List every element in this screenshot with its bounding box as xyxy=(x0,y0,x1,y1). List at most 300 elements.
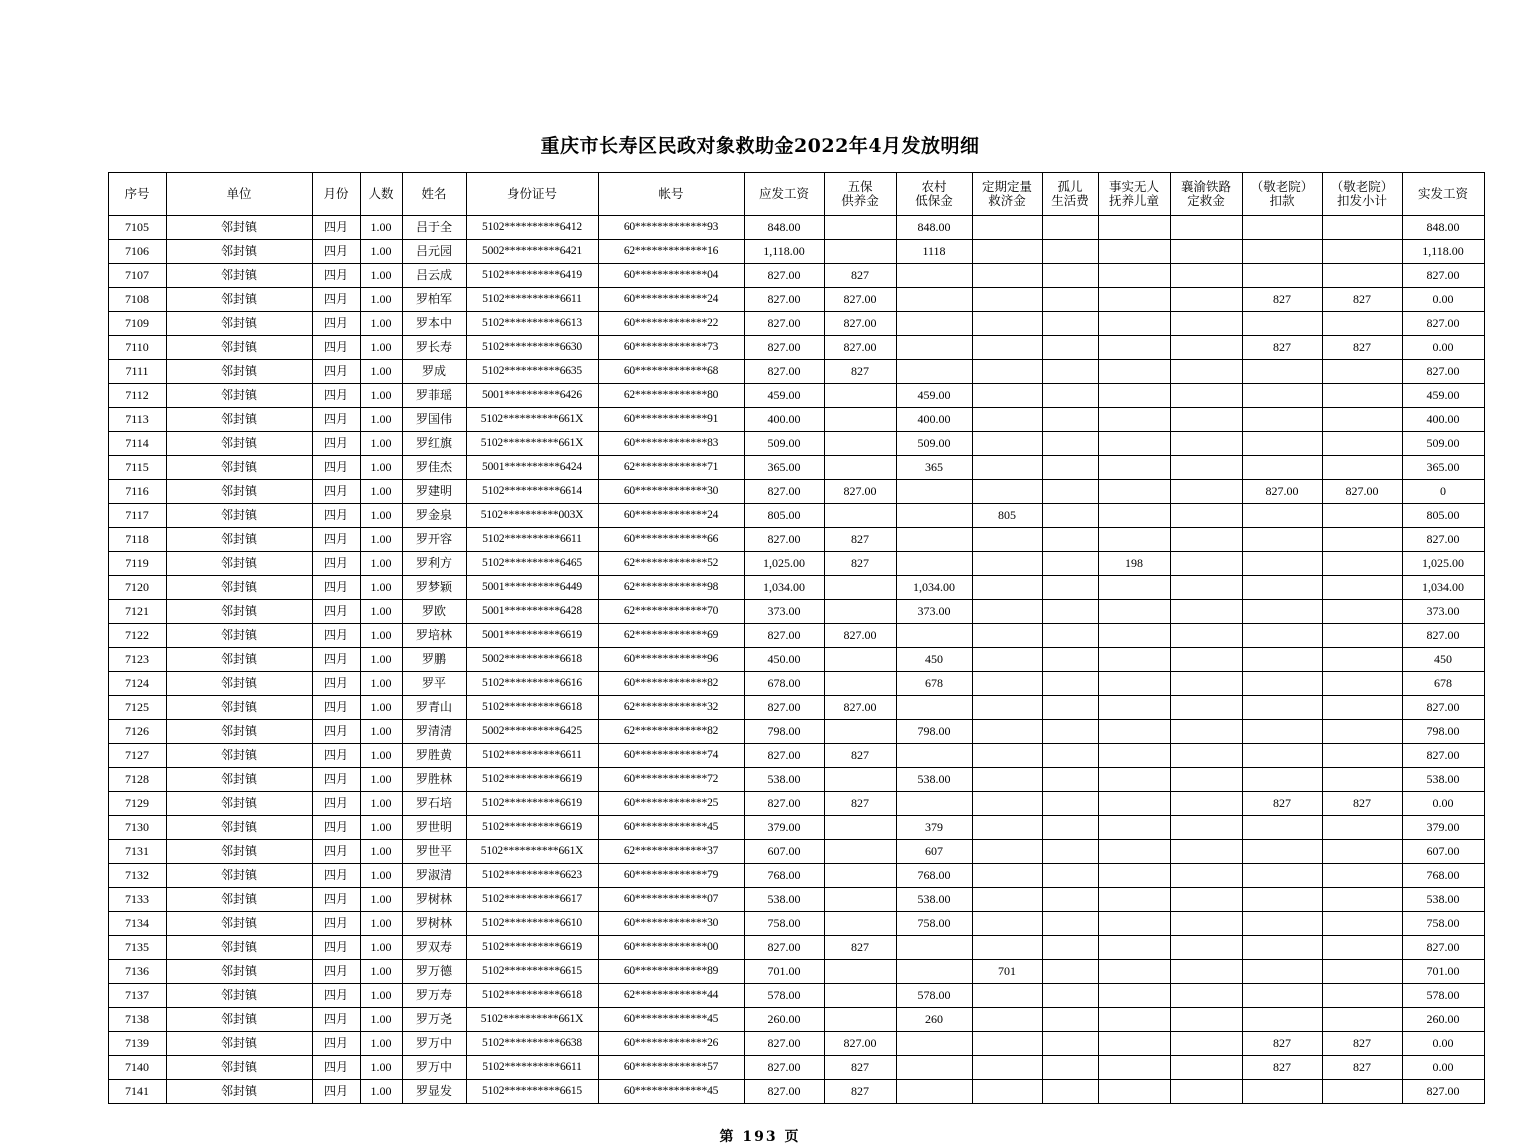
column-header-line: 事实无人 xyxy=(1108,179,1159,194)
table-cell: 509.00 xyxy=(896,432,972,456)
table-cell: 459.00 xyxy=(896,384,972,408)
table-cell: 7130 xyxy=(108,816,166,840)
table-cell: 827 xyxy=(824,264,896,288)
table-cell: 60*************45 xyxy=(598,1080,744,1104)
table-cell xyxy=(1042,1056,1098,1080)
table-cell: 758.00 xyxy=(1402,912,1484,936)
table-cell xyxy=(896,624,972,648)
table-cell: 373.00 xyxy=(744,600,824,624)
table-cell: 7126 xyxy=(108,720,166,744)
table-cell xyxy=(896,480,972,504)
table-row xyxy=(108,600,1484,624)
table-cell xyxy=(1170,624,1242,648)
table-row xyxy=(108,456,1484,480)
table-cell: 罗显发 xyxy=(402,1080,466,1104)
table-cell xyxy=(1098,600,1170,624)
table-cell xyxy=(1098,384,1170,408)
table-cell xyxy=(1170,744,1242,768)
table-cell xyxy=(1170,840,1242,864)
table-row xyxy=(108,792,1484,816)
table-cell: 罗树林 xyxy=(402,912,466,936)
table-cell xyxy=(824,456,896,480)
table-cell xyxy=(1242,984,1322,1008)
table-cell: 7105 xyxy=(108,216,166,240)
table-cell xyxy=(896,360,972,384)
column-header-line: 序号 xyxy=(124,186,150,201)
table-cell: 701.00 xyxy=(1402,960,1484,984)
table-cell xyxy=(1322,720,1402,744)
table-cell: 60*************26 xyxy=(598,1032,744,1056)
table-cell: 7114 xyxy=(108,432,166,456)
table-cell: 678.00 xyxy=(744,672,824,696)
table-cell: 四月 xyxy=(312,1080,360,1104)
table-cell xyxy=(1042,432,1098,456)
table-cell: 1.00 xyxy=(360,768,402,792)
table-cell xyxy=(1242,504,1322,528)
table-cell: 邻封镇 xyxy=(166,840,312,864)
table-cell: 邻封镇 xyxy=(166,744,312,768)
table-cell xyxy=(972,864,1042,888)
table-cell: 60*************89 xyxy=(598,960,744,984)
table-cell: 邻封镇 xyxy=(166,576,312,600)
table-cell xyxy=(824,408,896,432)
column-header-line: （敬老院） xyxy=(1330,179,1394,194)
table-cell xyxy=(1322,744,1402,768)
table-cell xyxy=(1098,936,1170,960)
table-cell: 60*************66 xyxy=(598,528,744,552)
table-cell xyxy=(1098,504,1170,528)
table-cell: 邻封镇 xyxy=(166,624,312,648)
table-cell: 7133 xyxy=(108,888,166,912)
table-cell xyxy=(896,960,972,984)
table-cell: 538.00 xyxy=(896,888,972,912)
table-cell xyxy=(896,312,972,336)
table-cell: 400.00 xyxy=(896,408,972,432)
table-cell: 1.00 xyxy=(360,984,402,1008)
table-cell: 827 xyxy=(824,792,896,816)
table-cell: 邻封镇 xyxy=(166,696,312,720)
table-cell xyxy=(896,744,972,768)
table-cell xyxy=(1098,240,1170,264)
table-cell: 5102**********6630 xyxy=(466,336,598,360)
table-cell: 827.00 xyxy=(824,312,896,336)
table-cell xyxy=(1098,216,1170,240)
table-cell: 827.00 xyxy=(1402,1080,1484,1104)
table-cell: 1.00 xyxy=(360,624,402,648)
table-cell: 5102**********6619 xyxy=(466,792,598,816)
table-cell xyxy=(1170,888,1242,912)
table-cell xyxy=(896,336,972,360)
table-cell xyxy=(1042,240,1098,264)
column-header-15 xyxy=(1322,173,1402,216)
table-cell: 邻封镇 xyxy=(166,1008,312,1032)
table-cell: 260.00 xyxy=(744,1008,824,1032)
table-cell: 805.00 xyxy=(744,504,824,528)
table-cell: 768.00 xyxy=(1402,864,1484,888)
table-cell: 450.00 xyxy=(744,648,824,672)
table-cell xyxy=(1042,528,1098,552)
table-cell: 邻封镇 xyxy=(166,960,312,984)
table-cell: 827 xyxy=(1322,288,1402,312)
table-cell: 罗欧 xyxy=(402,600,466,624)
table-cell xyxy=(1042,960,1098,984)
table-cell xyxy=(972,648,1042,672)
table-cell: 1,118.00 xyxy=(1402,240,1484,264)
table-cell: 四月 xyxy=(312,1032,360,1056)
column-header-9 xyxy=(896,173,972,216)
column-header-8 xyxy=(824,173,896,216)
table-cell: 四月 xyxy=(312,480,360,504)
table-cell: 365 xyxy=(896,456,972,480)
table-cell: 1,034.00 xyxy=(744,576,824,600)
table-cell xyxy=(1242,864,1322,888)
table-cell: 四月 xyxy=(312,624,360,648)
table-cell: 邻封镇 xyxy=(166,312,312,336)
table-cell: 四月 xyxy=(312,648,360,672)
table-cell: 827.00 xyxy=(824,288,896,312)
table-cell: 四月 xyxy=(312,408,360,432)
table-cell: 罗万中 xyxy=(402,1032,466,1056)
table-cell xyxy=(1170,384,1242,408)
table-cell xyxy=(1242,672,1322,696)
table-cell: 罗淑清 xyxy=(402,864,466,888)
table-cell: 60*************45 xyxy=(598,816,744,840)
table-row xyxy=(108,1080,1484,1104)
table-cell xyxy=(972,1080,1042,1104)
table-cell xyxy=(1170,816,1242,840)
table-cell: 吕云成 xyxy=(402,264,466,288)
table-cell: 1.00 xyxy=(360,432,402,456)
table-cell: 5102**********6611 xyxy=(466,744,598,768)
table-cell: 379.00 xyxy=(1402,816,1484,840)
table-cell: 罗佳杰 xyxy=(402,456,466,480)
table-cell: 5102**********661X xyxy=(466,840,598,864)
table-cell: 邻封镇 xyxy=(166,504,312,528)
table-cell xyxy=(1170,240,1242,264)
table-cell: 5102**********6623 xyxy=(466,864,598,888)
table-cell: 538.00 xyxy=(744,888,824,912)
table-cell: 1.00 xyxy=(360,456,402,480)
table-cell xyxy=(1322,864,1402,888)
table-cell: 罗菲瑶 xyxy=(402,384,466,408)
table-cell: 7122 xyxy=(108,624,166,648)
table-cell: 7121 xyxy=(108,600,166,624)
table-cell: 罗国伟 xyxy=(402,408,466,432)
table-cell xyxy=(1042,504,1098,528)
table-cell: 罗万尧 xyxy=(402,1008,466,1032)
table-cell: 7109 xyxy=(108,312,166,336)
table-cell xyxy=(1242,1080,1322,1104)
table-cell xyxy=(1042,864,1098,888)
table-cell xyxy=(1170,408,1242,432)
table-row xyxy=(108,384,1484,408)
table-cell xyxy=(1098,840,1170,864)
table-cell: 1.00 xyxy=(360,792,402,816)
table-cell: 7127 xyxy=(108,744,166,768)
table-cell: 四月 xyxy=(312,288,360,312)
table-cell: 罗万寿 xyxy=(402,984,466,1008)
table-cell: 60*************07 xyxy=(598,888,744,912)
table-cell: 5102**********6611 xyxy=(466,1056,598,1080)
table-cell xyxy=(1322,840,1402,864)
table-cell xyxy=(1242,576,1322,600)
table-row xyxy=(108,720,1484,744)
table-cell: 1.00 xyxy=(360,480,402,504)
table-cell: 827.00 xyxy=(744,264,824,288)
table-cell: 60*************74 xyxy=(598,744,744,768)
table-cell: 848.00 xyxy=(744,216,824,240)
table-cell: 5102**********6638 xyxy=(466,1032,598,1056)
table-cell: 450 xyxy=(896,648,972,672)
table-cell xyxy=(896,504,972,528)
table-cell xyxy=(1322,888,1402,912)
table-cell xyxy=(896,264,972,288)
table-cell: 邻封镇 xyxy=(166,672,312,696)
table-cell: 827.00 xyxy=(1402,360,1484,384)
table-cell: 四月 xyxy=(312,336,360,360)
table-cell xyxy=(1242,240,1322,264)
table-cell xyxy=(1098,672,1170,696)
table-cell: 四月 xyxy=(312,528,360,552)
table-cell: 1.00 xyxy=(360,600,402,624)
table-cell: 1.00 xyxy=(360,384,402,408)
table-cell: 1.00 xyxy=(360,264,402,288)
table-cell: 7119 xyxy=(108,552,166,576)
table-cell xyxy=(1042,912,1098,936)
table-cell: 1,025.00 xyxy=(744,552,824,576)
table-cell xyxy=(972,288,1042,312)
table-cell: 60*************91 xyxy=(598,408,744,432)
table-cell: 四月 xyxy=(312,744,360,768)
table-row xyxy=(108,312,1484,336)
table-cell: 62*************69 xyxy=(598,624,744,648)
table-cell xyxy=(972,240,1042,264)
table-cell xyxy=(1170,1008,1242,1032)
table-cell: 5002**********6618 xyxy=(466,648,598,672)
table-cell xyxy=(972,672,1042,696)
table-cell: 827.00 xyxy=(1322,480,1402,504)
table-cell: 罗万德 xyxy=(402,960,466,984)
table-cell: 827.00 xyxy=(744,312,824,336)
table-cell: 827 xyxy=(1322,336,1402,360)
column-header-line: 襄渝铁路 xyxy=(1180,179,1231,194)
table-row xyxy=(108,408,1484,432)
table-cell: 60*************93 xyxy=(598,216,744,240)
table-cell xyxy=(1042,456,1098,480)
table-cell: 7129 xyxy=(108,792,166,816)
table-cell xyxy=(1042,936,1098,960)
table-cell: 四月 xyxy=(312,792,360,816)
table-cell: 1.00 xyxy=(360,552,402,576)
table-cell: 827.00 xyxy=(1402,624,1484,648)
table-cell xyxy=(1098,1080,1170,1104)
table-cell xyxy=(1042,984,1098,1008)
table-cell xyxy=(972,912,1042,936)
table-cell: 5102**********6619 xyxy=(466,816,598,840)
table-cell: 827.00 xyxy=(744,936,824,960)
table-cell: 798.00 xyxy=(896,720,972,744)
column-header-3 xyxy=(360,173,402,216)
table-cell xyxy=(1098,360,1170,384)
table-cell: 罗培林 xyxy=(402,624,466,648)
table-cell: 四月 xyxy=(312,552,360,576)
table-row xyxy=(108,840,1484,864)
table-cell: 5102**********6465 xyxy=(466,552,598,576)
table-cell xyxy=(1242,1008,1322,1032)
table-cell: 邻封镇 xyxy=(166,240,312,264)
table-cell: 5102**********6611 xyxy=(466,528,598,552)
table-cell: 538.00 xyxy=(896,768,972,792)
table-cell xyxy=(1170,552,1242,576)
table-cell xyxy=(824,888,896,912)
table-cell: 邻封镇 xyxy=(166,648,312,672)
table-container xyxy=(108,172,1468,1104)
table-cell: 1.00 xyxy=(360,336,402,360)
table-cell: 邻封镇 xyxy=(166,984,312,1008)
table-cell xyxy=(1170,960,1242,984)
table-cell: 邻封镇 xyxy=(166,792,312,816)
table-cell: 5102**********6615 xyxy=(466,1080,598,1104)
table-cell: 827 xyxy=(1242,288,1322,312)
table-cell: 邻封镇 xyxy=(166,1080,312,1104)
table-cell: 1.00 xyxy=(360,576,402,600)
table-row xyxy=(108,528,1484,552)
table-cell xyxy=(1098,432,1170,456)
table-cell: 5001**********6449 xyxy=(466,576,598,600)
table-cell: 678 xyxy=(1402,672,1484,696)
table-cell: 509.00 xyxy=(744,432,824,456)
table-cell: 四月 xyxy=(312,696,360,720)
table-cell: 罗清清 xyxy=(402,720,466,744)
table-cell xyxy=(1042,480,1098,504)
column-header-line: 月份 xyxy=(323,186,349,201)
table-cell: 1.00 xyxy=(360,360,402,384)
table-cell: 7131 xyxy=(108,840,166,864)
table-cell: 62*************52 xyxy=(598,552,744,576)
table-cell xyxy=(1322,672,1402,696)
table-cell xyxy=(1042,264,1098,288)
table-cell xyxy=(972,696,1042,720)
column-header-line: 供养金 xyxy=(841,194,879,208)
table-cell xyxy=(1242,432,1322,456)
column-header-line: 定救金 xyxy=(1187,194,1225,208)
table-cell: 400.00 xyxy=(744,408,824,432)
table-cell xyxy=(1042,1080,1098,1104)
table-cell: 198 xyxy=(1098,552,1170,576)
table-row xyxy=(108,672,1484,696)
table-cell: 365.00 xyxy=(744,456,824,480)
table-cell: 5102**********661X xyxy=(466,408,598,432)
table-cell xyxy=(1170,456,1242,480)
table-cell: 701.00 xyxy=(744,960,824,984)
table-row xyxy=(108,768,1484,792)
table-cell: 827.00 xyxy=(744,1032,824,1056)
table-cell: 827 xyxy=(824,528,896,552)
table-cell: 四月 xyxy=(312,360,360,384)
table-cell: 邻封镇 xyxy=(166,480,312,504)
table-cell: 827 xyxy=(1242,1056,1322,1080)
table-cell: 827.00 xyxy=(744,528,824,552)
table-cell xyxy=(1242,768,1322,792)
table-cell: 邻封镇 xyxy=(166,360,312,384)
table-cell xyxy=(1322,408,1402,432)
table-cell xyxy=(1322,648,1402,672)
table-cell: 1.00 xyxy=(360,216,402,240)
table-cell: 7138 xyxy=(108,1008,166,1032)
table-cell: 0.00 xyxy=(1402,288,1484,312)
table-cell xyxy=(1098,960,1170,984)
table-cell: 827 xyxy=(1322,792,1402,816)
table-cell xyxy=(972,600,1042,624)
table-cell xyxy=(972,816,1042,840)
table-cell xyxy=(1098,624,1170,648)
table-cell: 379.00 xyxy=(744,816,824,840)
table-cell: 827.00 xyxy=(744,1056,824,1080)
table-cell: 758.00 xyxy=(896,912,972,936)
table-cell xyxy=(972,480,1042,504)
table-cell: 7115 xyxy=(108,456,166,480)
table-cell xyxy=(1242,360,1322,384)
table-cell: 827.00 xyxy=(744,696,824,720)
table-cell xyxy=(1042,288,1098,312)
table-cell: 7132 xyxy=(108,864,166,888)
table-cell: 吕元园 xyxy=(402,240,466,264)
table-cell xyxy=(1098,1056,1170,1080)
table-cell xyxy=(972,216,1042,240)
table-cell: 0 xyxy=(1402,480,1484,504)
table-cell: 827 xyxy=(824,936,896,960)
table-cell: 450 xyxy=(1402,648,1484,672)
table-row xyxy=(108,960,1484,984)
table-cell: 7136 xyxy=(108,960,166,984)
table-cell: 罗鹏 xyxy=(402,648,466,672)
table-cell xyxy=(1098,312,1170,336)
table-cell xyxy=(972,528,1042,552)
table-cell xyxy=(1170,504,1242,528)
table-cell: 827.00 xyxy=(1402,936,1484,960)
table-cell: 邻封镇 xyxy=(166,864,312,888)
table-cell xyxy=(1098,720,1170,744)
table-cell: 1.00 xyxy=(360,312,402,336)
table-cell xyxy=(1098,1032,1170,1056)
table-cell: 827 xyxy=(1242,1032,1322,1056)
table-cell: 罗世平 xyxy=(402,840,466,864)
table-cell xyxy=(1170,480,1242,504)
table-cell: 60*************00 xyxy=(598,936,744,960)
table-cell xyxy=(824,504,896,528)
table-cell: 848.00 xyxy=(896,216,972,240)
table-cell xyxy=(1098,648,1170,672)
table-cell: 827 xyxy=(824,1056,896,1080)
table-cell: 邻封镇 xyxy=(166,768,312,792)
table-row xyxy=(108,288,1484,312)
table-cell xyxy=(1170,792,1242,816)
table-cell: 60*************57 xyxy=(598,1056,744,1080)
table-row xyxy=(108,888,1484,912)
table-cell: 827.00 xyxy=(744,792,824,816)
table-cell xyxy=(972,1056,1042,1080)
table-cell: 400.00 xyxy=(1402,408,1484,432)
table-cell xyxy=(1322,816,1402,840)
table-cell xyxy=(1042,1032,1098,1056)
table-cell xyxy=(1170,864,1242,888)
table-cell xyxy=(1322,216,1402,240)
table-cell: 四月 xyxy=(312,456,360,480)
table-cell: 827 xyxy=(824,360,896,384)
table-cell xyxy=(1322,912,1402,936)
table-cell: 1.00 xyxy=(360,912,402,936)
table-cell xyxy=(1242,936,1322,960)
